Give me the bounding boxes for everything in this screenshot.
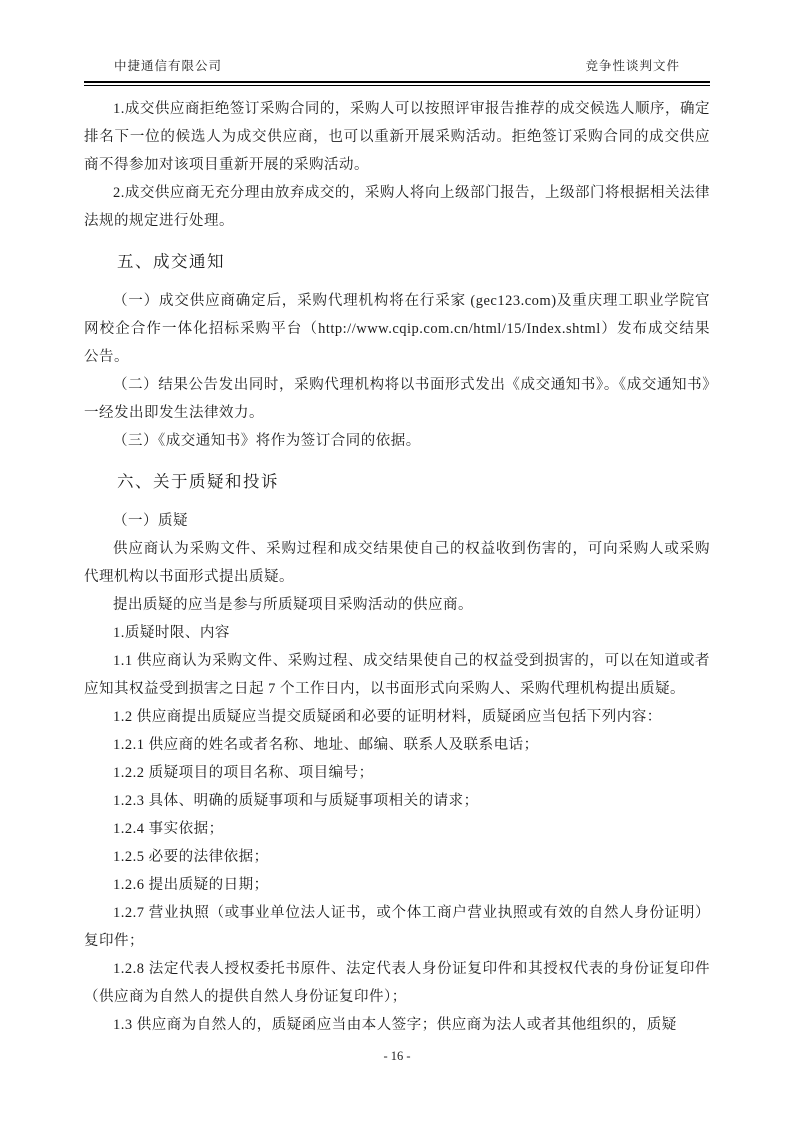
paragraph-query-intro-2: 提出质疑的应当是参与所质疑项目采购活动的供应商。 (113, 597, 473, 613)
header-company-name: 中捷通信有限公司 (114, 59, 223, 73)
paragraph-query-1-2-5: 1.2.5 必要的法律依据； (113, 849, 269, 865)
header-rule-top (84, 81, 710, 83)
document-body (84, 95, 710, 1039)
paragraph-item-2: 2.成交供应商无充分理由放弃成交的，采购人将向上级部门报告，上级部门将根据相关法律法规的规定进行处理。 (84, 185, 710, 229)
paragraph-query-1-2-6: 1.2.6 提出质疑的日期； (113, 877, 269, 893)
subheading-query: （一）质疑 (113, 513, 188, 529)
paragraph-query-1-1: 1.1 供应商认为采购文件、采购过程、成交结果使自己的权益受到损害的，可以在知道或者应知其权益受到损害之日起 7 个工作日内，以书面形式向采购人、采购代理机构提出质疑。 (84, 653, 710, 697)
paragraph-query-1-3: 1.3 供应商为自然人的，质疑函应当由本人签字；供应商为法人或者其他组织的，质疑 (113, 1017, 677, 1033)
header-document-type: 竞争性谈判文件 (585, 59, 680, 73)
paragraph-query-1-2-8: 1.2.8 法定代表人授权委托书原件、法定代表人身份证复印件和其授权代表的身份证复印件（供应商为自然人的提供自然人身份证复印件）； (84, 961, 710, 1005)
paragraph-query-1-2-7: 1.2.7 营业执照（或事业单位法人证书，或个体工商户营业执照或有效的自然人身份证明）复印件； (84, 905, 710, 949)
paragraph-query-intro-1: 供应商认为采购文件、采购过程和成交结果使自己的权益收到伤害的，可向采购人或采购代理机构以书面形式提出质疑。 (84, 541, 710, 585)
section-heading-6-query-complaint: 六、关于质疑和投诉 (117, 472, 279, 491)
paragraph-query-1-2: 1.2 供应商提出质疑应当提交质疑函和必要的证明材料，质疑函应当包括下列内容： (113, 709, 662, 725)
paragraph-item-1: 1.成交供应商拒绝签订采购合同的，采购人可以按照评审报告推荐的成交候选人顺序，确定排名下一位的候选人为成交供应商，也可以重新开展采购活动。拒绝签订采购合同的成交供应商不得参加对该项目重新开展的采购活动。 (84, 101, 710, 173)
paragraph-query-1-2-1: 1.2.1 供应商的姓名或者名称、地址、邮编、联系人及联系电话； (113, 737, 539, 753)
header-rule-bottom (84, 85, 710, 86)
paragraph-award-1: （一）成交供应商确定后，采购代理机构将在行采家 (gec123.com)及重庆理工职业学院官网校企合作一体化招标采购平台（http://www.cqip.com.cn/html/15/Index.shtml）发布成交结果公告。 (84, 293, 710, 365)
paragraph-query-1-2-3: 1.2.3 具体、明确的质疑事项和与质疑事项相关的请求； (113, 793, 479, 809)
paragraph-query-1-2-4: 1.2.4 事实依据； (113, 821, 224, 837)
paragraph-query-1: 1.质疑时限、内容 (113, 625, 230, 641)
paragraph-award-2: （二）结果公告发出同时，采购代理机构将以书面形式发出《成交通知书》。《成交通知书》一经发出即发生法律效力。 (84, 377, 710, 421)
page-number: - 16 - (383, 1049, 411, 1063)
section-heading-5-award-notice: 五、成交通知 (117, 252, 225, 271)
paragraph-award-3: （三）《成交通知书》将作为签订合同的依据。 (113, 433, 421, 449)
page-header (84, 56, 710, 81)
paragraph-query-1-2-2: 1.2.2 质疑项目的项目名称、项目编号； (113, 765, 374, 781)
